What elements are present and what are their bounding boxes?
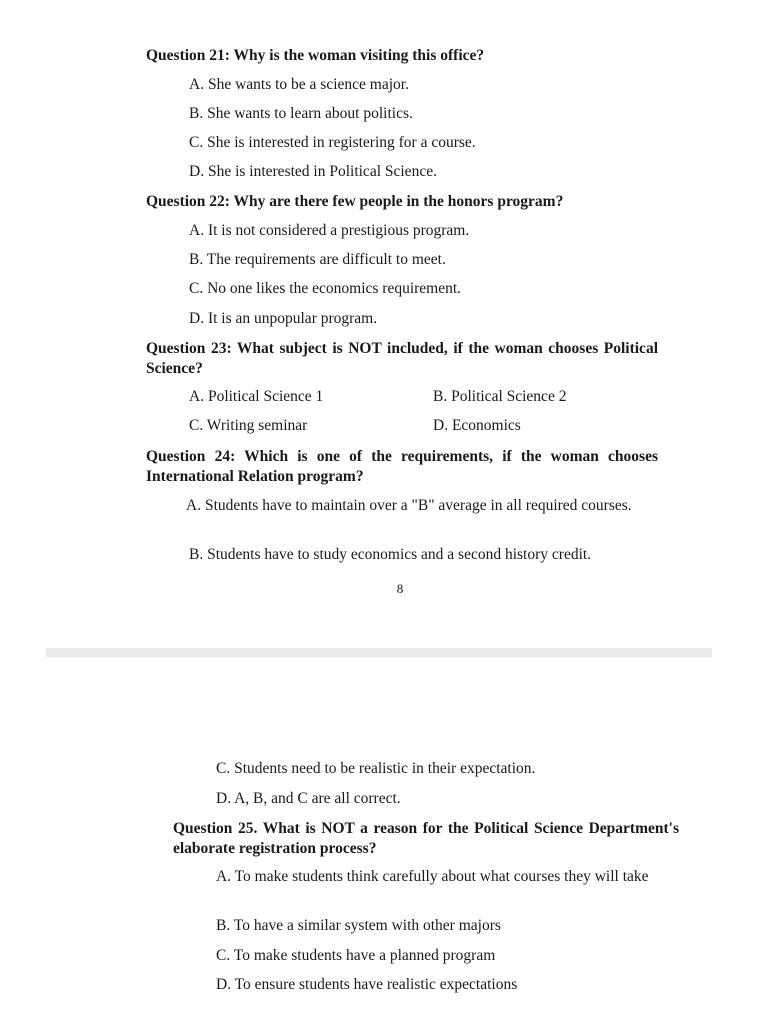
q21-option-c: C. She is interested in registering for a course. [189, 134, 476, 151]
q23-option-b: B. Political Science 2 [433, 388, 567, 405]
q24-option-a [146, 496, 658, 516]
q23-option-d: D. Economics [433, 417, 521, 434]
question-21: Question 21: Why is the woman visiting this office? [146, 47, 485, 64]
page-number: 8 [396, 581, 404, 596]
q24-option-a-text: A. Students have to maintain over a "B" average in all required courses. [186, 497, 632, 514]
q24-option-d: D. A, B, and C are all correct. [216, 790, 401, 807]
q24-option-b: B. Students have to study economics and a second history credit. [189, 546, 592, 563]
question-22: Question 22: Why are there few people in the honors program? [146, 193, 564, 210]
q24-option-c: C. Students need to be realistic in their expectation. [216, 760, 536, 777]
question-25: Question 25. What is NOT a reason for the Political Science Department's elaborate registration process? [173, 820, 679, 857]
q21-option-d: D. She is interested in Political Science. [189, 163, 437, 180]
q22-option-b: B. The requirements are difficult to meet. [189, 251, 446, 268]
q21-option-a: A. She wants to be a science major. [189, 76, 409, 93]
q25-option-c: C. To make students have a planned program [216, 947, 496, 964]
q25-option-a [173, 867, 679, 887]
q22-option-d: D. It is an unpopular program. [189, 310, 378, 327]
q23-option-c: C. Writing seminar [189, 417, 308, 434]
q21-option-b: B. She wants to learn about politics. [189, 105, 413, 122]
q22-option-a: A. It is not considered a prestigious program. [189, 222, 470, 239]
question-23: Question 23: What subject is NOT included, if the woman chooses Political Science? [146, 340, 658, 377]
question-24: Question 24: Which is one of the requirements, if the woman chooses International Relation program? [146, 448, 658, 485]
q22-option-c: C. No one likes the economics requirement. [189, 280, 462, 297]
q25-option-a-text: A. To make students think carefully about what courses they will take [216, 868, 649, 885]
page-nine [0, 662, 768, 1024]
q23-option-a: A. Political Science 1 [189, 388, 324, 405]
q25-option-b: B. To have a similar system with other majors [216, 917, 501, 934]
q25-option-d: D. To ensure students have realistic expectations [216, 976, 518, 993]
page-divider [46, 648, 712, 657]
